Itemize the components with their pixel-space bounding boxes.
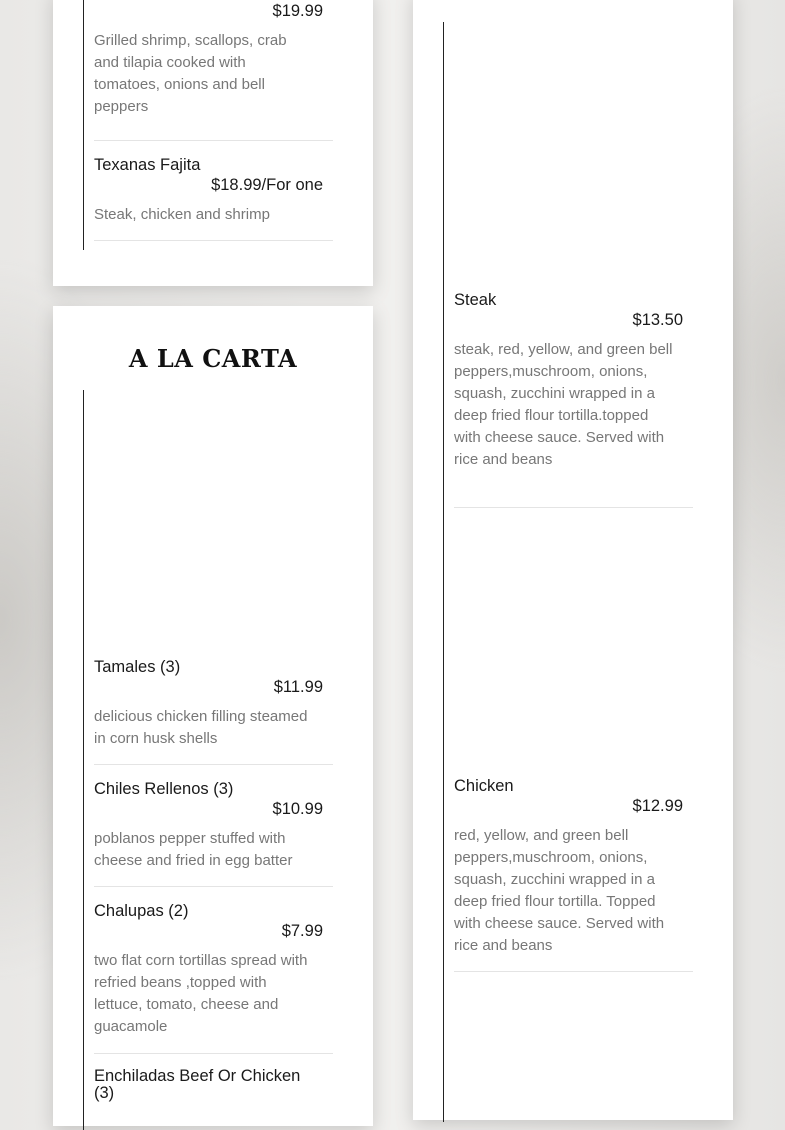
menu-item-description: Steak, chicken and shrimp bbox=[94, 206, 270, 223]
menu-item-chiles-rellenos bbox=[94, 779, 333, 872]
item-divider bbox=[94, 886, 333, 887]
menu-item-description: Grilled shrimp, scallops, crab and tilapia cooked with tomatoes, onions and bell peppers bbox=[94, 32, 287, 115]
menu-item-description: steak, red, yellow, and green bell peppers,muschroom, onions, squash, zucchini wrapped in a deep fried flour tortilla.topped with cheese sauce. Served with rice and beans bbox=[454, 341, 673, 468]
item-divider bbox=[94, 240, 333, 241]
menu-item-name: Enchiladas Beef Or Chicken (3) bbox=[94, 1067, 301, 1102]
menu-item-del-mar bbox=[94, 0, 333, 118]
item-divider bbox=[454, 971, 693, 972]
menu-item-name: Steak bbox=[454, 291, 497, 309]
section-title: A LA CARTA bbox=[128, 344, 298, 373]
menu-item-description: poblanos pepper stuffed with cheese and fried in egg batter bbox=[94, 830, 293, 869]
item-divider bbox=[94, 764, 333, 765]
menu-item-enchiladas bbox=[94, 1068, 333, 1102]
menu-item-price: $10.99 bbox=[272, 800, 323, 818]
menu-item-price: $19.99 bbox=[272, 2, 323, 20]
clipped-description bbox=[549, 0, 590, 1]
card-vertical-rule bbox=[443, 22, 444, 1122]
menu-item-price: $18.99/For one bbox=[211, 176, 323, 194]
item-divider bbox=[94, 140, 333, 141]
menu-item-texanas-fajita bbox=[94, 155, 333, 226]
menu-item-name: Chiles Rellenos (3) bbox=[94, 780, 234, 798]
menu-card-right bbox=[413, 0, 733, 1120]
menu-item-steak bbox=[454, 290, 693, 471]
menu-item-tamales bbox=[94, 657, 333, 750]
menu-item-chicken bbox=[454, 776, 693, 957]
menu-item-name: Texanas Fajita bbox=[94, 156, 201, 174]
item-divider bbox=[454, 507, 693, 508]
menu-card-a-la-carta bbox=[53, 306, 373, 1126]
menu-item-chalupas bbox=[94, 901, 333, 1038]
card-vertical-rule bbox=[83, 0, 84, 250]
menu-item-description: delicious chicken filling steamed in corn husk shells bbox=[94, 708, 308, 747]
menu-card-continued bbox=[53, 0, 373, 286]
menu-item-name: Tamales (3) bbox=[94, 658, 181, 676]
menu-item-description: red, yellow, and green bell peppers,muschroom, onions, squash, zucchini wrapped in a deep fried flour tortilla. Topped with cheese sauce. Served with rice and beans bbox=[454, 827, 665, 954]
menu-item-description: two flat corn tortillas spread with refried beans ,topped with lettuce, tomato, cheese and guacamole bbox=[94, 952, 308, 1035]
menu-item-price: $11.99 bbox=[273, 678, 323, 696]
item-divider bbox=[94, 1053, 333, 1054]
menu-item-name: Chicken bbox=[454, 777, 514, 795]
menu-item-name: Chalupas (2) bbox=[94, 902, 189, 920]
menu-item-price: $7.99 bbox=[281, 922, 323, 940]
menu-item-price: $12.99 bbox=[632, 797, 683, 815]
menu-item-price: $13.50 bbox=[632, 311, 683, 329]
card-vertical-rule bbox=[83, 390, 84, 1130]
